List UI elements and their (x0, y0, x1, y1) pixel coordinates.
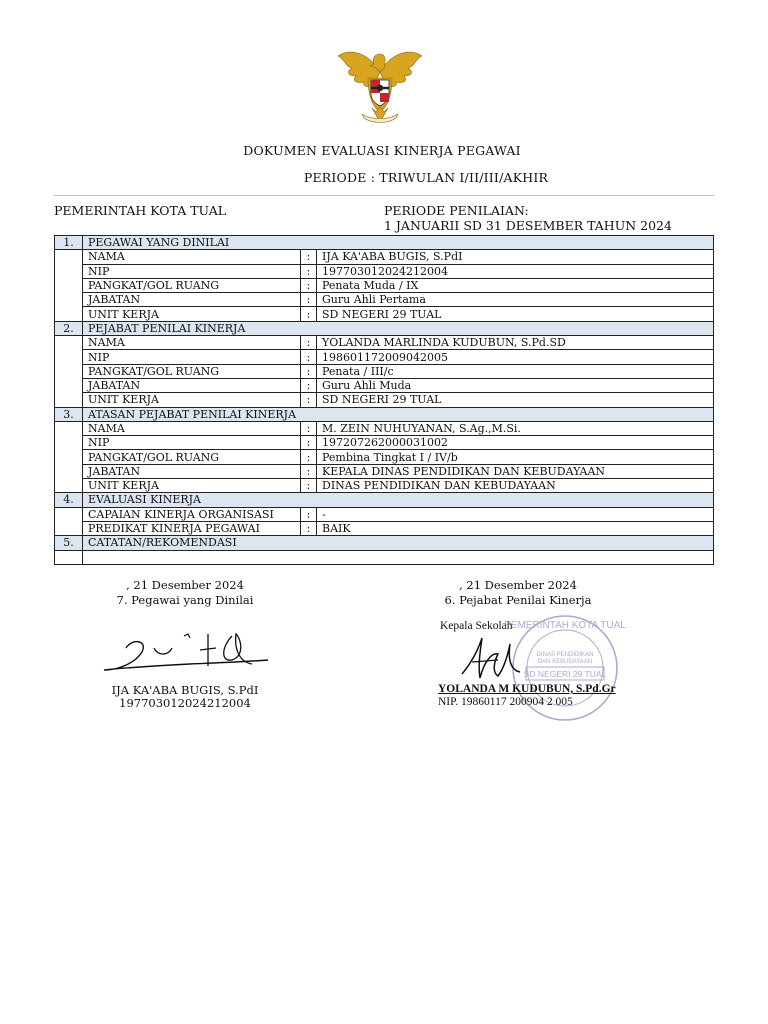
row-spacer (55, 264, 83, 278)
table-row (55, 378, 714, 392)
section-header-row (55, 493, 714, 507)
row-colon: : (301, 479, 317, 493)
row-colon: : (301, 264, 317, 278)
row-value: M. ZEIN NUHUYANAN, S.Ag.,M.Si. (317, 421, 714, 435)
table-row (55, 464, 714, 478)
table-row (55, 264, 714, 278)
right-signer-name: YOLANDA M KUDUBUN, S.Pd.Gr (438, 683, 616, 695)
section-title: ATASAN PEJABAT PENILAI KINERJA (83, 407, 714, 421)
table-row (55, 336, 714, 350)
table-row (55, 521, 714, 535)
section-number: 3. (55, 407, 83, 421)
row-spacer (55, 293, 83, 307)
left-signer-name: IJA KA'ABA BUGIS, S.PdI (111, 683, 259, 697)
row-label: PANGKAT/GOL RUANG (83, 278, 301, 292)
left-signature-date: , 21 Desember 2024 (126, 578, 244, 592)
row-colon: : (301, 293, 317, 307)
row-label: NIP (83, 264, 301, 278)
evaluation-table (54, 235, 714, 565)
garuda-emblem-icon (334, 42, 426, 126)
row-label: NIP (83, 436, 301, 450)
empty-notes-row (55, 550, 714, 564)
row-spacer (55, 250, 83, 264)
row-spacer (55, 450, 83, 464)
table-row (55, 507, 714, 521)
table-row (55, 393, 714, 407)
row-colon: : (301, 464, 317, 478)
divider (54, 195, 714, 196)
table-row (55, 250, 714, 264)
section-header-row (55, 236, 714, 250)
row-label: NAMA (83, 336, 301, 350)
row-value: 197207262000031002 (317, 436, 714, 450)
row-spacer (55, 507, 83, 521)
row-spacer (55, 550, 83, 564)
stamp-inner-line1: DINAS PENDIDIKAN (536, 652, 594, 658)
row-spacer (55, 364, 83, 378)
signer-position: Kepala Sekolah (440, 620, 513, 632)
row-spacer (55, 278, 83, 292)
section-number: 1. (55, 236, 83, 250)
row-value: DINAS PENDIDIKAN DAN KEBUDAYAAN (317, 479, 714, 493)
stamp-inner-line2: DAN KEBUDAYAAN (537, 659, 593, 665)
table-row (55, 293, 714, 307)
row-value: YOLANDA MARLINDA KUDUBUN, S.Pd.SD (317, 336, 714, 350)
row-colon: : (301, 250, 317, 264)
row-colon: : (301, 421, 317, 435)
row-label: PANGKAT/GOL RUANG (83, 450, 301, 464)
row-colon: : (301, 450, 317, 464)
left-signature-icon (92, 626, 272, 680)
row-spacer (55, 350, 83, 364)
table-row (55, 436, 714, 450)
row-label: UNIT KERJA (83, 307, 301, 321)
notes-cell (83, 550, 714, 564)
section-number: 5. (55, 536, 83, 550)
assessment-period-label: PERIODE PENILAIAN: (384, 203, 529, 218)
row-value: Penata Muda / IX (317, 278, 714, 292)
row-spacer (55, 378, 83, 392)
row-colon: : (301, 521, 317, 535)
row-label: NAMA (83, 250, 301, 264)
row-label: JABATAN (83, 464, 301, 478)
assessment-period-range: 1 JANUARII SD 31 DESEMBER TAHUN 2024 (384, 218, 672, 233)
section-number: 4. (55, 493, 83, 507)
row-value: 197703012024212004 (317, 264, 714, 278)
row-label: JABATAN (83, 293, 301, 307)
row-value: IJA KA'ABA BUGIS, S.PdI (317, 250, 714, 264)
row-colon: : (301, 436, 317, 450)
row-spacer (55, 421, 83, 435)
row-label: PANGKAT/GOL RUANG (83, 364, 301, 378)
row-colon: : (301, 307, 317, 321)
section-header-row (55, 321, 714, 335)
row-value: - (317, 507, 714, 521)
left-signer-nip: 197703012024212004 (119, 696, 251, 710)
row-spacer (55, 464, 83, 478)
table-row (55, 421, 714, 435)
row-colon: : (301, 393, 317, 407)
row-value: SD NEGERI 29 TUAL (317, 393, 714, 407)
row-colon: : (301, 350, 317, 364)
row-value: SD NEGERI 29 TUAL (317, 307, 714, 321)
row-value: BAIK (317, 521, 714, 535)
row-colon: : (301, 378, 317, 392)
row-spacer (55, 307, 83, 321)
document-title: DOKUMEN EVALUASI KINERJA PEGAWAI (243, 143, 521, 158)
row-value: Penata / III/c (317, 364, 714, 378)
row-colon: : (301, 278, 317, 292)
section-title: PEGAWAI YANG DINILAI (83, 236, 714, 250)
row-colon: : (301, 507, 317, 521)
period-title: PERIODE : TRIWULAN I/II/III/AKHIR (303, 170, 549, 185)
row-value: Guru Ahli Pertama (317, 293, 714, 307)
section-title: EVALUASI KINERJA (83, 493, 714, 507)
row-label: JABATAN (83, 378, 301, 392)
table-row (55, 364, 714, 378)
government-label: PEMERINTAH KOTA TUAL (54, 203, 227, 218)
right-signature-date: , 21 Desember 2024 (459, 578, 577, 592)
row-spacer (55, 336, 83, 350)
section-title: CATATAN/REKOMENDASI (83, 536, 714, 550)
right-signer-nip: NIP. 19860117 200904 2 005 (438, 696, 573, 708)
row-value: Pembina Tingkat I / IV/b (317, 450, 714, 464)
row-label: UNIT KERJA (83, 393, 301, 407)
row-spacer (55, 393, 83, 407)
left-signature-role: 7. Pegawai yang Dinilai (116, 593, 254, 607)
row-spacer (55, 521, 83, 535)
table-row (55, 350, 714, 364)
table-row (55, 307, 714, 321)
row-label: CAPAIAN KINERJA ORGANISASI (83, 507, 301, 521)
row-value: Guru Ahli Muda (317, 378, 714, 392)
row-label: NAMA (83, 421, 301, 435)
row-spacer (55, 479, 83, 493)
row-label: PREDIKAT KINERJA PEGAWAI (83, 521, 301, 535)
table-row (55, 278, 714, 292)
section-title: PEJABAT PENILAI KINERJA (83, 321, 714, 335)
stamp-ring-text: PEMERINTAH KOTA TUAL (504, 620, 626, 631)
stamp-center-text: SD NEGERI 29 TUAL (523, 669, 607, 679)
row-colon: : (301, 364, 317, 378)
row-colon: : (301, 336, 317, 350)
right-signature-icon (458, 632, 528, 684)
row-value: KEPALA DINAS PENDIDIKAN DAN KEBUDAYAAN (317, 464, 714, 478)
section-header-row (55, 536, 714, 550)
table-row (55, 479, 714, 493)
row-label: NIP (83, 350, 301, 364)
row-label: UNIT KERJA (83, 479, 301, 493)
table-row (55, 450, 714, 464)
row-spacer (55, 436, 83, 450)
right-signature-role: 6. Pejabat Penilai Kinerja (444, 593, 592, 607)
row-value: 198601172009042005 (317, 350, 714, 364)
section-header-row (55, 407, 714, 421)
section-number: 2. (55, 321, 83, 335)
